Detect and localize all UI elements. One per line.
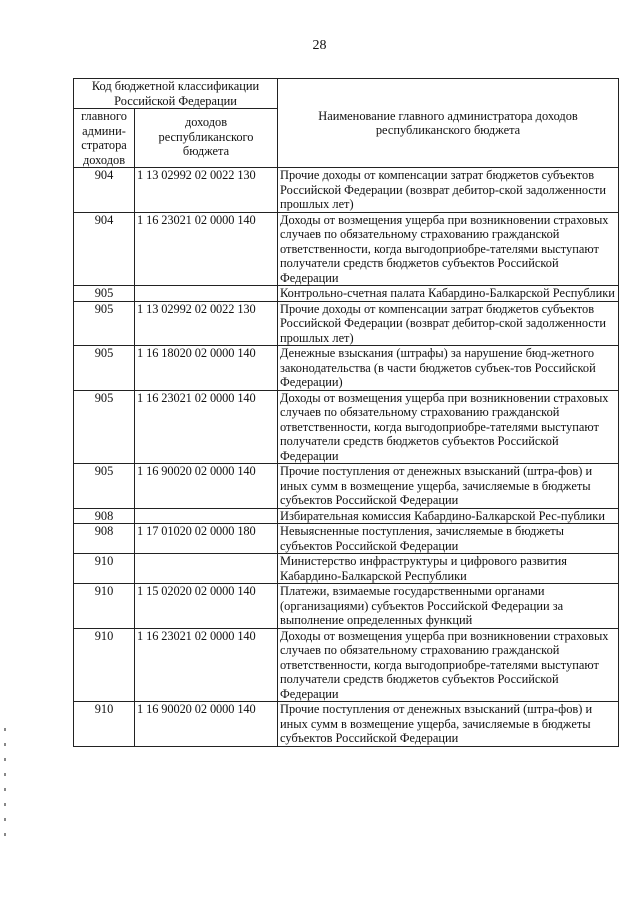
admin-code-cell: 905 xyxy=(74,390,135,464)
table-row xyxy=(74,702,619,747)
budget-code-cell: 1 16 90020 02 0000 140 xyxy=(135,464,278,509)
revenue-name-cell: Прочие доходы от компенсации затрат бюджетов субъектов Российской Федерации (возврат дебитор-ской задолженности прошлых лет) xyxy=(278,301,619,346)
budget-code-cell xyxy=(135,508,278,524)
table-row xyxy=(74,524,619,554)
revenue-name-cell: Платежи, взимаемые государственными органами (организациями) субъектов Российской Федерации за выполнение определенных функций xyxy=(278,584,619,629)
budget-code-cell: 1 16 23021 02 0000 140 xyxy=(135,390,278,464)
admin-code-cell: 905 xyxy=(74,464,135,509)
table-header xyxy=(74,79,619,168)
table-row xyxy=(74,346,619,391)
budget-code-cell xyxy=(135,554,278,584)
admin-code-cell: 904 xyxy=(74,168,135,213)
budget-code-cell: 1 17 01020 02 0000 180 xyxy=(135,524,278,554)
revenue-name-cell: Контрольно-счетная палата Кабардино-Балкарской Республики xyxy=(278,286,619,302)
budget-code-cell xyxy=(135,286,278,302)
budget-code-cell: 1 16 23021 02 0000 140 xyxy=(135,212,278,286)
table-row xyxy=(74,584,619,629)
admin-code-cell: 908 xyxy=(74,508,135,524)
admin-code-cell: 910 xyxy=(74,554,135,584)
revenue-name-cell: Министерство инфраструктуры и цифрового развития Кабардино-Балкарской Республики xyxy=(278,554,619,584)
header-main-admin: главного админи-стратора доходов xyxy=(74,109,135,168)
revenue-name-cell: Избирательная комиссия Кабардино-Балкарской Рес-публики xyxy=(278,508,619,524)
table-row xyxy=(74,301,619,346)
revenue-name-cell: Прочие поступления от денежных взысканий (штра-фов) и иных сумм в возмещение ущерба, зачисляемые в бюджеты субъектов Российской Федерации xyxy=(278,464,619,509)
admin-code-cell: 910 xyxy=(74,628,135,702)
admin-code-cell: 910 xyxy=(74,584,135,629)
revenue-name-cell: Доходы от возмещения ущерба при возникновении страховых случаев по обязательному страхованию гражданской ответственности, когда выгодоприобре-тателями выступают получатели средств бюджетов субъектов Российской Федерации xyxy=(278,628,619,702)
header-group-title: Код бюджетной классификации Российской Федерации xyxy=(74,79,278,109)
table-row xyxy=(74,508,619,524)
table-row xyxy=(74,390,619,464)
revenue-name-cell: Прочие поступления от денежных взысканий (штра-фов) и иных сумм в возмещение ущерба, зачисляемые в бюджеты субъектов Российской Федерации xyxy=(278,702,619,747)
header-admin-name: Наименование главного администратора доходов республиканского бюджета xyxy=(278,79,619,168)
table-row xyxy=(74,168,619,213)
revenue-name-cell: Доходы от возмещения ущерба при возникновении страховых случаев по обязательному страхованию гражданской ответственности, когда выгодоприобре-тателями выступают получатели средств бюджетов субъектов Российской Федерации xyxy=(278,212,619,286)
page-number: 28 xyxy=(312,38,327,53)
budget-code-cell: 1 13 02992 02 0022 130 xyxy=(135,301,278,346)
revenue-name-cell: Прочие доходы от компенсации затрат бюджетов субъектов Российской Федерации (возврат дебитор-ской задолженности прошлых лет) xyxy=(278,168,619,213)
table-row xyxy=(74,464,619,509)
budget-code-cell: 1 16 90020 02 0000 140 xyxy=(135,702,278,747)
table-row xyxy=(74,554,619,584)
budget-code-cell: 1 15 02020 02 0000 140 xyxy=(135,584,278,629)
table-body xyxy=(74,168,619,747)
budget-code-cell: 1 13 02992 02 0022 130 xyxy=(135,168,278,213)
admin-code-cell: 905 xyxy=(74,346,135,391)
header-revenue-code: доходов республиканского бюджета xyxy=(135,109,278,168)
revenue-name-cell: Денежные взыскания (штрафы) за нарушение бюд-жетного законодательства (в части бюджетов субъек-тов Российской Федерации) xyxy=(278,346,619,391)
admin-code-cell: 908 xyxy=(74,524,135,554)
budget-classification-table xyxy=(73,78,619,747)
table-row xyxy=(74,286,619,302)
admin-code-cell: 905 xyxy=(74,301,135,346)
margin-marks xyxy=(4,728,8,878)
table-row xyxy=(74,628,619,702)
admin-code-cell: 904 xyxy=(74,212,135,286)
revenue-name-cell: Невыясненные поступления, зачисляемые в бюджеты субъектов Российской Федерации xyxy=(278,524,619,554)
budget-code-cell: 1 16 18020 02 0000 140 xyxy=(135,346,278,391)
admin-code-cell: 910 xyxy=(74,702,135,747)
table-row xyxy=(74,212,619,286)
revenue-name-cell: Доходы от возмещения ущерба при возникновении страховых случаев по обязательному страхованию гражданской ответственности, когда выгодоприобре-тателями выступают получатели средств бюджетов субъектов Российской Федерации xyxy=(278,390,619,464)
admin-code-cell: 905 xyxy=(74,286,135,302)
budget-code-cell: 1 16 23021 02 0000 140 xyxy=(135,628,278,702)
